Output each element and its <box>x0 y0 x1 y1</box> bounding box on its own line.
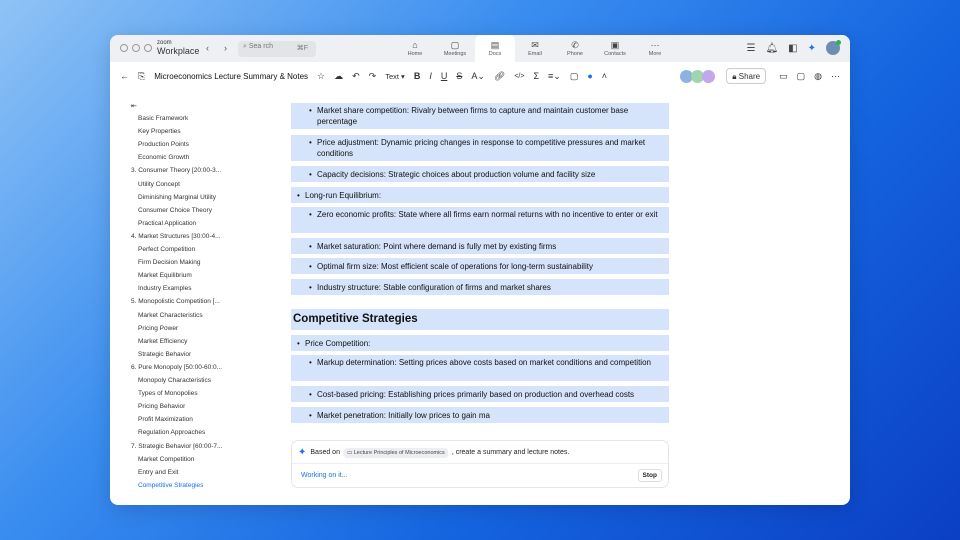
tab-label: Email <box>528 51 542 57</box>
cloud-icon[interactable]: ☁ <box>334 70 344 81</box>
list-item[interactable] <box>291 187 669 203</box>
bullet-icon: • <box>297 191 300 200</box>
undo-icon[interactable]: ↶ <box>352 70 360 81</box>
tab-label: Docs <box>488 51 502 57</box>
star-icon[interactable]: ☆ <box>317 70 326 81</box>
ai-prompt-panel <box>291 440 669 488</box>
add-icon[interactable]: ● <box>587 71 593 81</box>
tab-label: Home <box>407 51 423 57</box>
ai-prefix: Based on <box>310 449 340 456</box>
collapse-icon[interactable]: ˄ <box>601 71 608 81</box>
text-style-dropdown[interactable]: Text ▾ <box>385 71 405 81</box>
contacts-icon: ▣ <box>610 40 620 50</box>
video-icon[interactable]: ▭ <box>779 70 788 81</box>
tab-more[interactable] <box>635 35 675 62</box>
list-item-text: Market share competition: Rivalry between firms to capture and maintain customer base percentage <box>317 106 629 126</box>
window-controls[interactable] <box>120 44 152 52</box>
redo-icon[interactable]: ↷ <box>368 70 377 81</box>
bullet-icon: • <box>309 262 312 271</box>
doc-toolbar <box>110 62 850 90</box>
tab-label: Contacts <box>604 51 626 57</box>
outline-item[interactable]: Utility Concept <box>138 180 180 188</box>
collaborators[interactable] <box>680 70 713 83</box>
divider <box>292 463 668 464</box>
outline-item[interactable]: Practical Application <box>138 219 197 227</box>
outline-item[interactable]: 7. Strategic Behavior [60:00-7... <box>131 442 223 450</box>
outline-item[interactable]: Perfect Competition <box>138 246 196 253</box>
globe-icon[interactable]: ◍ <box>814 70 822 81</box>
collapse-sidebar-icon[interactable]: ⇤ <box>131 103 137 110</box>
list-item-text: Markup determination: Setting prices above costs based on market conditions and competition <box>317 358 651 367</box>
doc-icon[interactable]: ⎘ <box>138 70 146 81</box>
list-item[interactable] <box>291 279 669 295</box>
ai-suffix: , create a summary and lecture notes. <box>451 449 570 456</box>
strikethrough-icon[interactable]: S <box>456 71 463 81</box>
ai-status: Working on it... <box>301 472 348 479</box>
panel-icon[interactable]: ◧ <box>788 42 798 54</box>
list-item[interactable] <box>291 386 669 402</box>
doc-title[interactable]: Microeconomics Lecture Summary & Notes <box>154 71 309 81</box>
outline-item[interactable]: Monopoly Characteristics <box>138 377 211 384</box>
outline-item[interactable]: Key Properties <box>138 128 181 136</box>
outline-item[interactable]: Firm Decision Making <box>138 259 201 267</box>
outline-item[interactable]: 3. Consumer Theory [20:00-3... <box>131 167 222 175</box>
apps-icon[interactable]: ☰ <box>746 42 756 54</box>
zoom-logo <box>157 40 199 56</box>
list-item[interactable] <box>291 258 669 274</box>
bullet-icon: • <box>309 138 312 147</box>
outline-item[interactable]: Competitive Strategies <box>138 481 204 489</box>
outline-item[interactable]: Economic Growth <box>138 154 190 162</box>
bullet-icon: • <box>309 242 312 251</box>
tab-label: Meetings <box>443 51 467 57</box>
more-icon: ··· <box>650 40 660 50</box>
tab-phone[interactable] <box>555 35 595 62</box>
phone-icon: ✆ <box>571 40 579 50</box>
tab-contacts[interactable] <box>595 35 635 62</box>
brand: Workplace <box>157 46 200 56</box>
list-item-text: Price adjustment: Dynamic pricing changes in response to competitive pressures and market conditions <box>317 138 646 158</box>
avatar[interactable] <box>826 41 840 55</box>
share-button[interactable]: 🔒︎ Share <box>726 68 766 84</box>
outline-item[interactable]: Market Characteristics <box>138 311 203 319</box>
outline-item[interactable]: Production Points <box>138 141 189 149</box>
outline-item[interactable]: Entry and Exit <box>138 468 179 476</box>
list-item-text: Market penetration: Initially low prices to gain ma <box>317 411 490 420</box>
list-item-text: Price Competition: <box>305 339 371 348</box>
app-window <box>110 35 850 505</box>
title-bar <box>110 35 850 62</box>
forward-icon[interactable]: › <box>224 43 227 53</box>
link-icon[interactable]: 🔗︎ <box>493 70 506 81</box>
bullet-icon: • <box>309 390 312 399</box>
list-item-text: Capacity decisions: Strategic choices about production volume and facility size <box>317 170 596 179</box>
code-icon[interactable]: </> <box>514 72 525 80</box>
list-item-text: Industry structure: Stable configuration of firms and market shares <box>317 283 551 292</box>
share-label: Share <box>738 72 761 81</box>
bold-icon[interactable]: B <box>413 71 421 81</box>
list-item[interactable] <box>291 355 669 381</box>
bullet-icon: • <box>309 106 312 115</box>
more-icon[interactable]: ··· <box>831 71 840 81</box>
ai-sparkle-icon: ✦ <box>298 447 307 458</box>
underline-icon[interactable]: U <box>440 71 448 81</box>
outline-item[interactable]: Diminishing Marginal Utility <box>138 193 217 201</box>
email-icon: ✉ <box>531 40 539 50</box>
list-item[interactable] <box>291 335 669 351</box>
outline-item[interactable]: Basic Framework <box>138 115 189 122</box>
brand-small: zoom <box>157 40 172 46</box>
list-item-text: Optimal firm size: Most efficient scale of operations for long-term sustainability <box>317 262 593 271</box>
outline-item[interactable]: 5. Monopolistic Competition [... <box>131 298 220 306</box>
outline-item[interactable]: Regulation Approaches <box>138 429 206 437</box>
outline-item[interactable]: Market Efficiency <box>138 337 188 345</box>
bullet-icon: • <box>297 339 300 348</box>
list-item-text: Market saturation: Point where demand is fully met by existing firms <box>317 242 557 251</box>
tab-docs[interactable] <box>475 35 515 63</box>
list-item[interactable] <box>291 207 669 233</box>
search-shortcut: ⌘F <box>296 45 308 52</box>
bell-icon[interactable]: 🔔︎ <box>765 42 779 54</box>
formula-icon[interactable]: Σ <box>533 71 540 81</box>
section-heading: Competitive Strategies <box>291 309 669 330</box>
outline-item[interactable]: Market Competition <box>138 455 195 463</box>
list-item-text: Zero economic profits: State where all firms earn normal returns with no incentive to enter or exit <box>317 210 658 219</box>
stop-button[interactable]: Stop <box>638 469 662 482</box>
back-arrow-icon[interactable]: ← <box>120 71 129 81</box>
chat-icon[interactable]: ▢ <box>796 70 806 81</box>
list-item-text: Long-run Equilibrium: <box>305 191 382 200</box>
list-item[interactable] <box>291 238 669 254</box>
align-icon[interactable]: ≡⌄ <box>548 70 561 81</box>
search-input[interactable]: ⌕ Sea rch ⌘F <box>238 41 316 57</box>
tab-label: More <box>648 51 662 57</box>
list-item[interactable] <box>291 407 669 423</box>
bullet-icon: • <box>309 170 312 179</box>
outline-item[interactable]: Pricing Power <box>138 324 179 332</box>
ai-sparkle-icon[interactable]: ✦ <box>807 42 816 54</box>
outline-item[interactable]: 6. Pure Monopoly [50:00-60:0... <box>131 363 223 371</box>
tab-home[interactable] <box>395 35 435 62</box>
list-item[interactable] <box>291 103 669 129</box>
back-icon[interactable]: ‹ <box>206 43 209 53</box>
tab-email[interactable] <box>515 35 555 62</box>
search-placeholder: Sea rch <box>248 43 273 50</box>
outline-item[interactable]: Pricing Behavior <box>138 403 186 411</box>
meetings-icon: ▢ <box>450 40 460 50</box>
list-item[interactable] <box>291 135 669 161</box>
home-icon: ⌂ <box>412 40 418 50</box>
font-color-icon[interactable]: A⌄ <box>471 70 485 81</box>
recording-chip[interactable]: ▭ Lecture Principles of Microeconomics <box>344 448 448 458</box>
docs-icon: ▤ <box>490 40 500 50</box>
tab-meetings[interactable] <box>435 35 475 62</box>
outline-item[interactable]: Consumer Choice Theory <box>138 206 212 214</box>
outline-item[interactable]: Market Equilibrium <box>138 272 192 280</box>
outline-item[interactable]: Strategic Behavior <box>138 350 192 358</box>
italic-icon[interactable]: I <box>429 71 432 81</box>
list-item[interactable] <box>291 166 669 182</box>
bullet-icon: • <box>309 210 312 219</box>
outline-item[interactable]: 4. Market Structures [30:00-4... <box>131 232 221 240</box>
bullet-icon: • <box>309 411 312 420</box>
outline-item[interactable]: Industry Examples <box>138 285 192 293</box>
outline-item[interactable]: Profit Maximization <box>138 416 193 424</box>
chip-label: Lecture Principles of Microeconomics <box>353 449 445 456</box>
comment-icon[interactable]: ▢ <box>569 70 579 81</box>
outline-item[interactable]: Types of Monopolies <box>138 390 198 398</box>
tab-label: Phone <box>567 51 583 57</box>
bullet-icon: • <box>309 283 312 292</box>
bullet-icon: • <box>309 358 312 367</box>
list-item-text: Cost-based pricing: Establishing prices primarily based on production and overhead costs <box>317 390 635 399</box>
